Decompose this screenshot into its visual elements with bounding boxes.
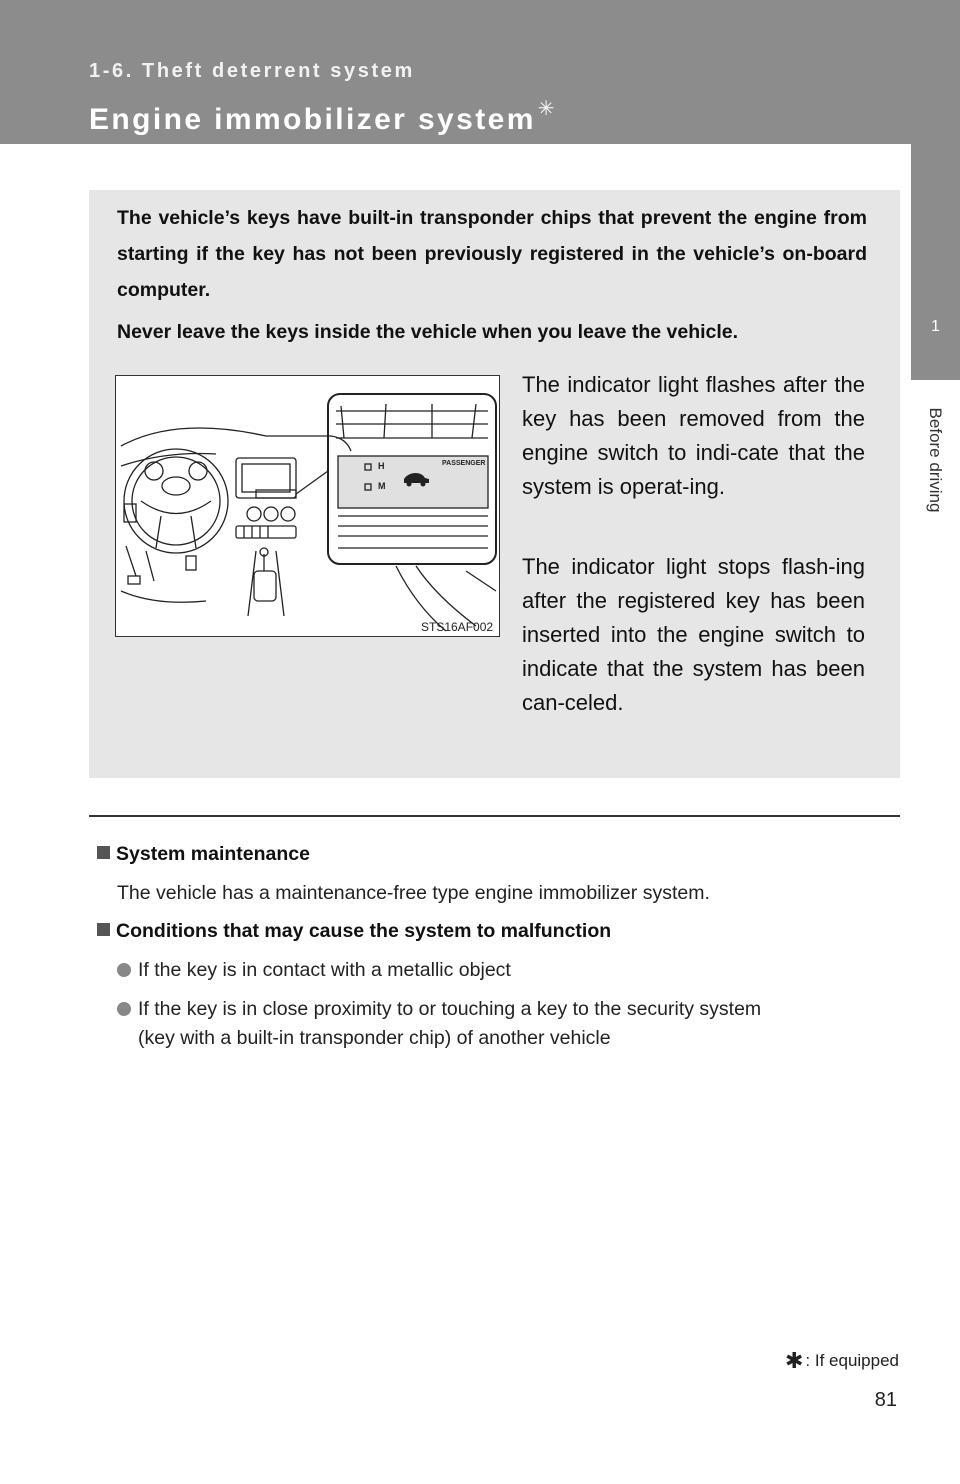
malfunction-heading-text: Conditions that may cause the system to malfunction (116, 920, 612, 942)
page-title (89, 96, 557, 137)
square-bullet-icon (97, 923, 110, 936)
indicator-flash-description: The indicator light flashes after the key has been removed from the engine switch to indi-cate that the system is operat-ing. (522, 372, 865, 499)
square-bullet-icon (97, 846, 110, 859)
round-bullet-icon (117, 963, 131, 977)
section-divider (89, 815, 900, 817)
malfunction-heading (97, 920, 611, 943)
list-item (117, 956, 897, 985)
chapter-number: 1 (931, 318, 940, 335)
footnote-marker: ✱ (784, 1348, 804, 1373)
section-label: 1-6. Theft deterrent system (89, 60, 415, 82)
indicator-m-label: M (378, 481, 386, 491)
intro-text: The vehicle’s keys have built-in transponder chips that prevent the engine from starting if the key has not been previously registered in the vehicle’s on-board computer. (117, 207, 867, 301)
list-item-text: If the key is in contact with a metallic object (138, 959, 511, 981)
list-item (117, 995, 897, 1053)
dashboard-illustration (115, 375, 500, 637)
maintenance-heading-text: System maintenance (116, 843, 311, 865)
maintenance-text: The vehicle has a maintenance-free type engine immobilizer system. (117, 882, 710, 904)
list-item-text: If the key is in close proximity to or touching a key to the security system (138, 998, 762, 1020)
indicator-stop-description: The indicator light stops flash-ing after the registered key has been inserted into the engine switch to indicate that the system has been can-celed. (522, 554, 865, 715)
if-equipped-marker: ✳ (537, 98, 557, 120)
round-bullet-icon (117, 1002, 131, 1016)
dashboard-drawing (116, 376, 500, 637)
passenger-label: PASSENGER (442, 460, 486, 467)
footnote (785, 1348, 899, 1374)
list-item-text-continued: (key with a built-in transponder chip) of another vehicle (138, 1027, 611, 1049)
page-title-text: Engine immobilizer system (89, 103, 536, 136)
chapter-title: Before driving (926, 407, 945, 513)
warning-text: Never leave the keys inside the vehicle when you leave the vehicle. (117, 321, 739, 343)
figure-code: STS16AF002 (421, 620, 494, 634)
page-number: 81 (874, 1389, 897, 1411)
indicator-h-label: H (378, 461, 385, 471)
footnote-text: : If equipped (805, 1351, 899, 1370)
maintenance-heading (97, 843, 310, 866)
